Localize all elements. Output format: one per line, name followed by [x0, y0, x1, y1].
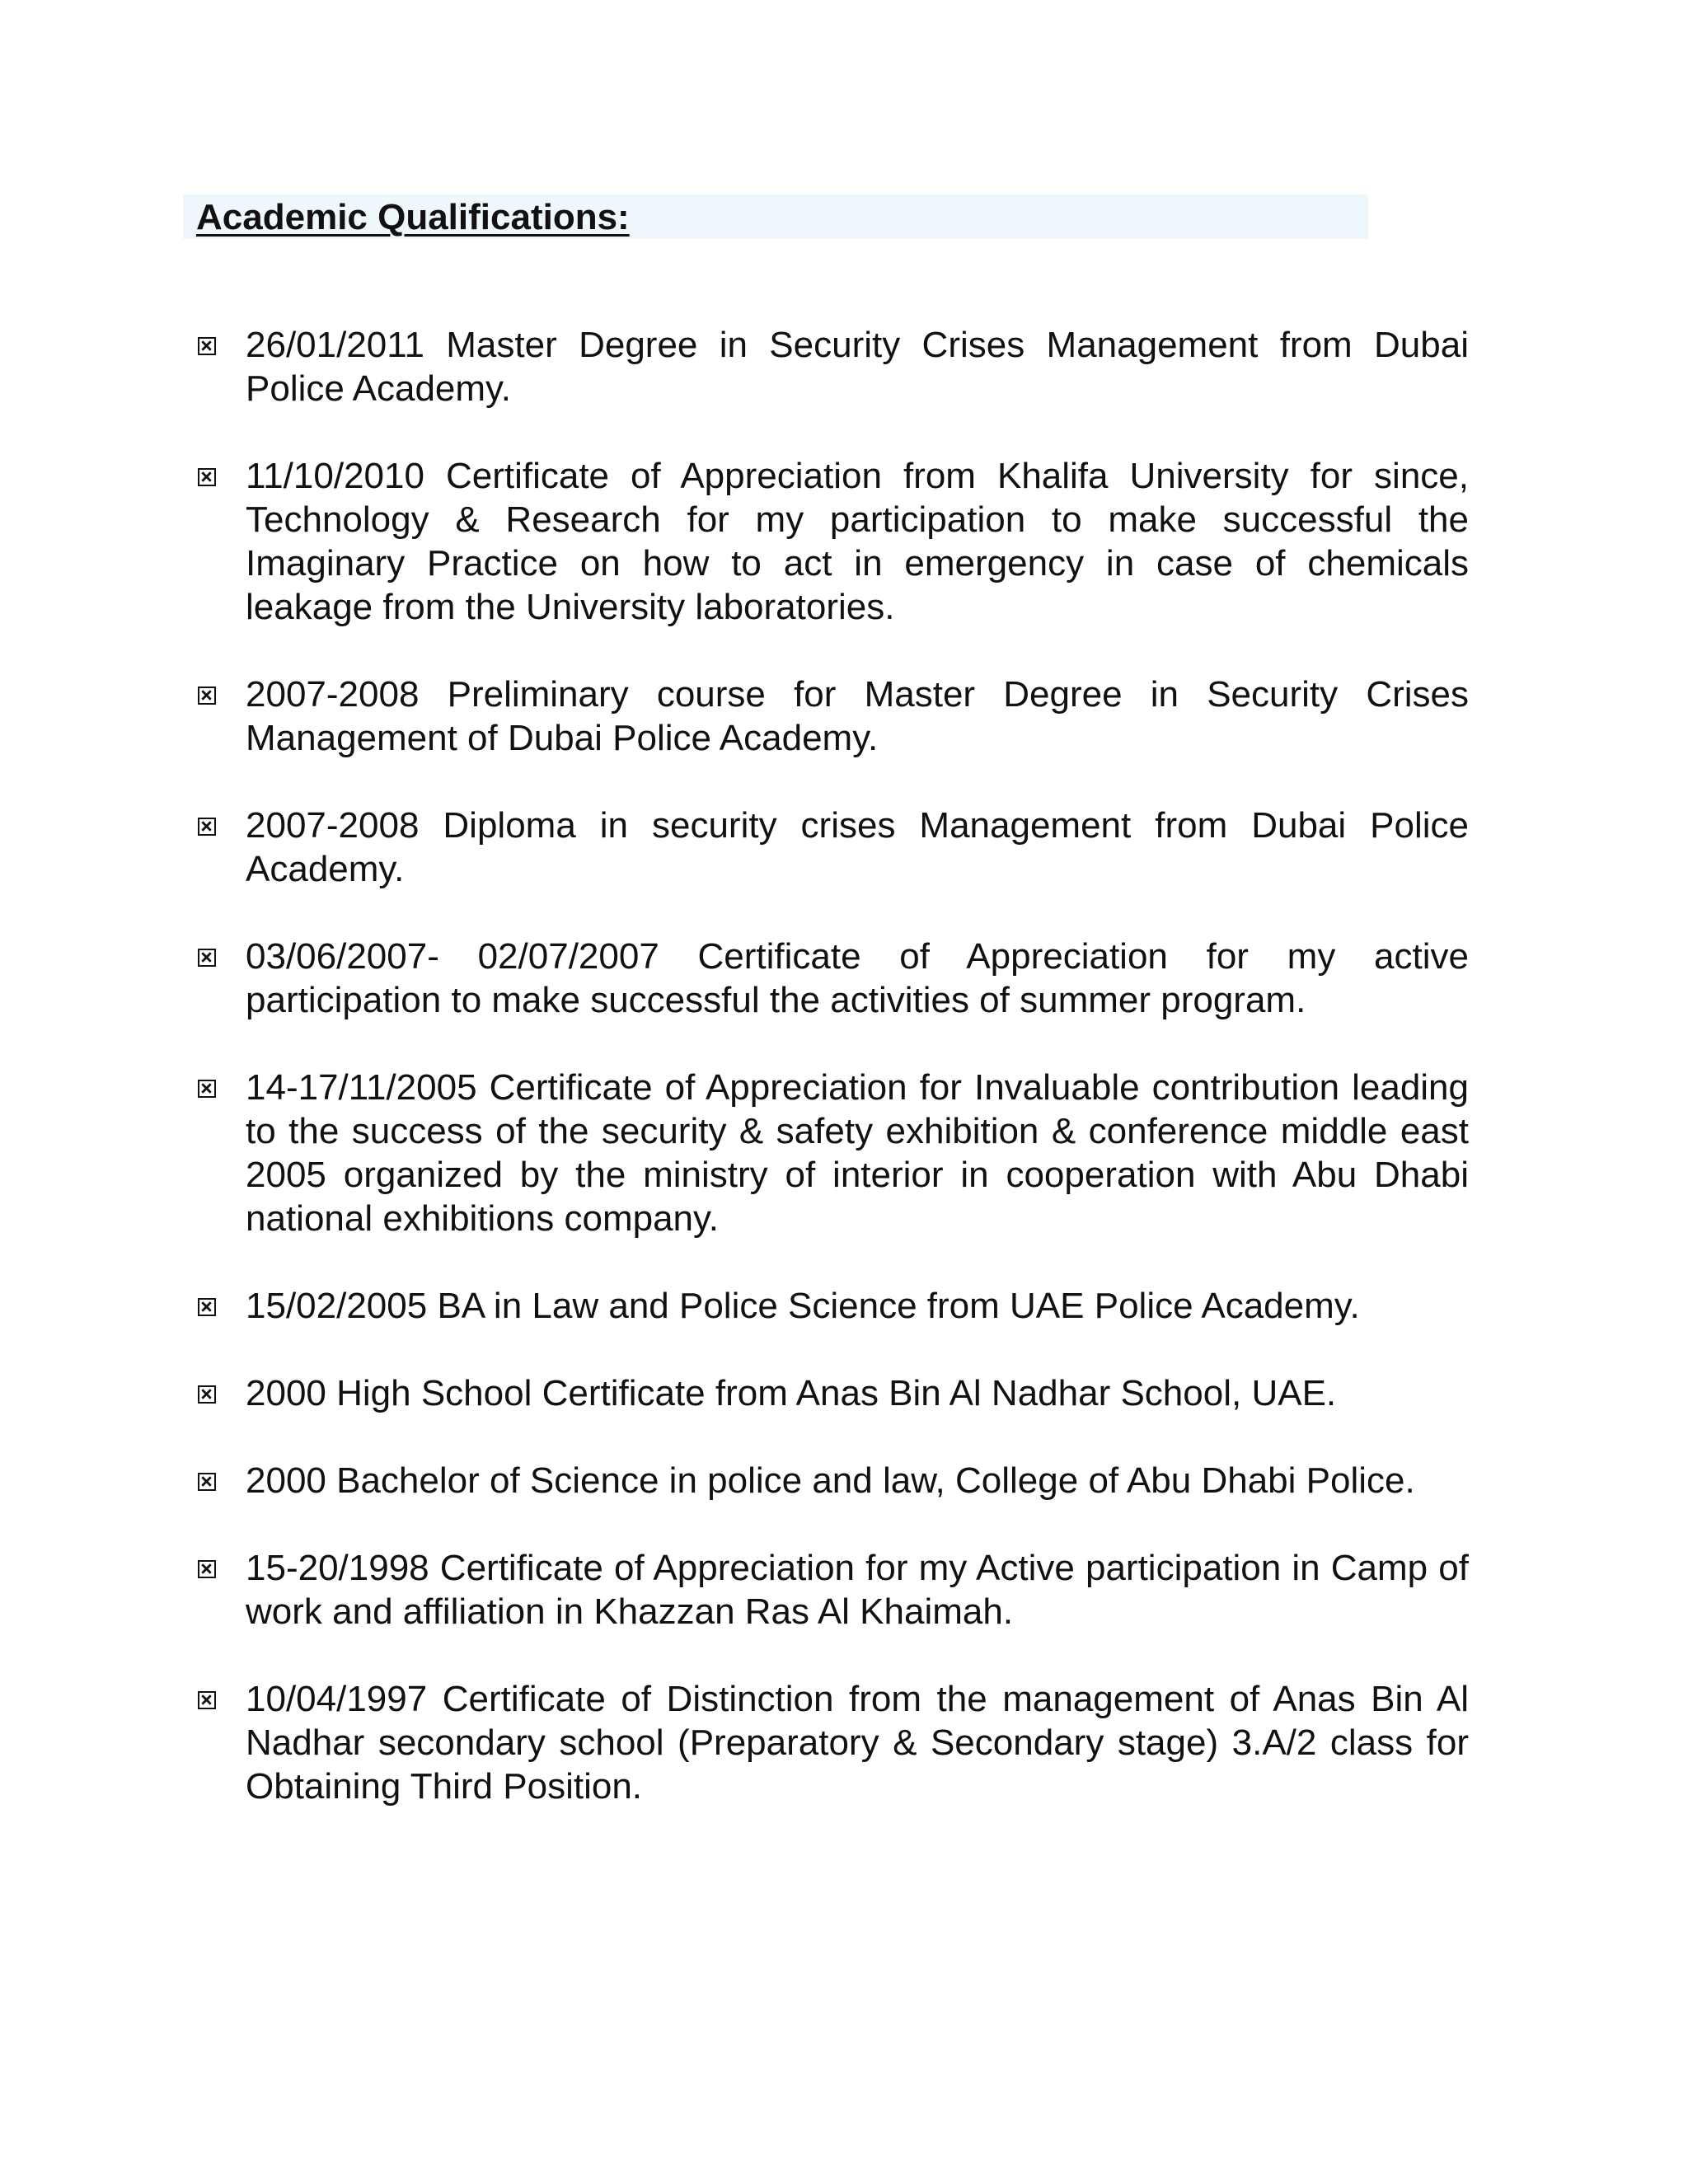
list-item-text: 15/02/2005 BA in Law and Police Science from UAE Police Academy. — [246, 1286, 1360, 1326]
list-item — [196, 1066, 1469, 1240]
checkbox-x-icon — [198, 468, 216, 486]
checkbox-x-icon — [198, 1473, 216, 1491]
list-item — [196, 1677, 1469, 1808]
list-item — [196, 804, 1469, 891]
checkbox-x-icon — [198, 1080, 216, 1098]
list-item — [196, 454, 1469, 629]
list-item — [196, 1371, 1469, 1415]
checkbox-x-icon — [198, 1298, 216, 1316]
list-item-text: 10/04/1997 Certificate of Distinction from the management of Anas Bin Al Nadhar secondary school (Preparatory & Secondary stage) 3.A/2 class for Obtaining Third Position. — [246, 1679, 1469, 1807]
qualifications-list — [196, 323, 1469, 1852]
checkbox-x-icon — [198, 1385, 216, 1404]
checkbox-x-icon — [198, 1691, 216, 1709]
list-item-text: 11/10/2010 Certificate of Appreciation from Khalifa University for since, Technology & Research for my participation to make successful the Imaginary Practice on how to act in emergency in case of chemicals leakage from the University laboratories. — [246, 456, 1469, 627]
list-item — [196, 1459, 1469, 1502]
list-item — [196, 673, 1469, 760]
list-item — [196, 1546, 1469, 1633]
checkbox-x-icon — [198, 337, 216, 355]
checkbox-x-icon — [198, 949, 216, 967]
section-heading: Academic Qualifications: — [196, 197, 630, 237]
list-item-text: 2000 Bachelor of Science in police and law, College of Abu Dhabi Police. — [246, 1460, 1415, 1501]
checkbox-x-icon — [198, 1560, 216, 1578]
list-item — [196, 1284, 1469, 1328]
list-item-text: 2007-2008 Diploma in security crises Management from Dubai Police Academy. — [246, 805, 1469, 889]
checkbox-x-icon — [198, 687, 216, 705]
checkbox-x-icon — [198, 818, 216, 836]
list-item-text: 14-17/11/2005 Certificate of Appreciation for Invaluable contribution leading to the success of the security & safety exhibition & conference middle east 2005 organized by the ministry of interior in cooperation with Abu Dhabi national exhibitions company. — [246, 1067, 1469, 1239]
list-item-text: 03/06/2007- 02/07/2007 Certificate of Appreciation for my active participation to make successful the activities of summer program. — [246, 936, 1469, 1020]
list-item — [196, 323, 1469, 410]
list-item-text: 2000 High School Certificate from Anas Bin Al Nadhar School, UAE. — [246, 1373, 1337, 1413]
list-item-text: 15-20/1998 Certificate of Appreciation for my Active participation in Camp of work and affiliation in Khazzan Ras Al Khaimah. — [246, 1548, 1469, 1632]
list-item — [196, 935, 1469, 1022]
list-item-text: 2007-2008 Preliminary course for Master Degree in Security Crises Management of Dubai Police Academy. — [246, 674, 1469, 758]
list-item-text: 26/01/2011 Master Degree in Security Crises Management from Dubai Police Academy. — [246, 325, 1469, 409]
